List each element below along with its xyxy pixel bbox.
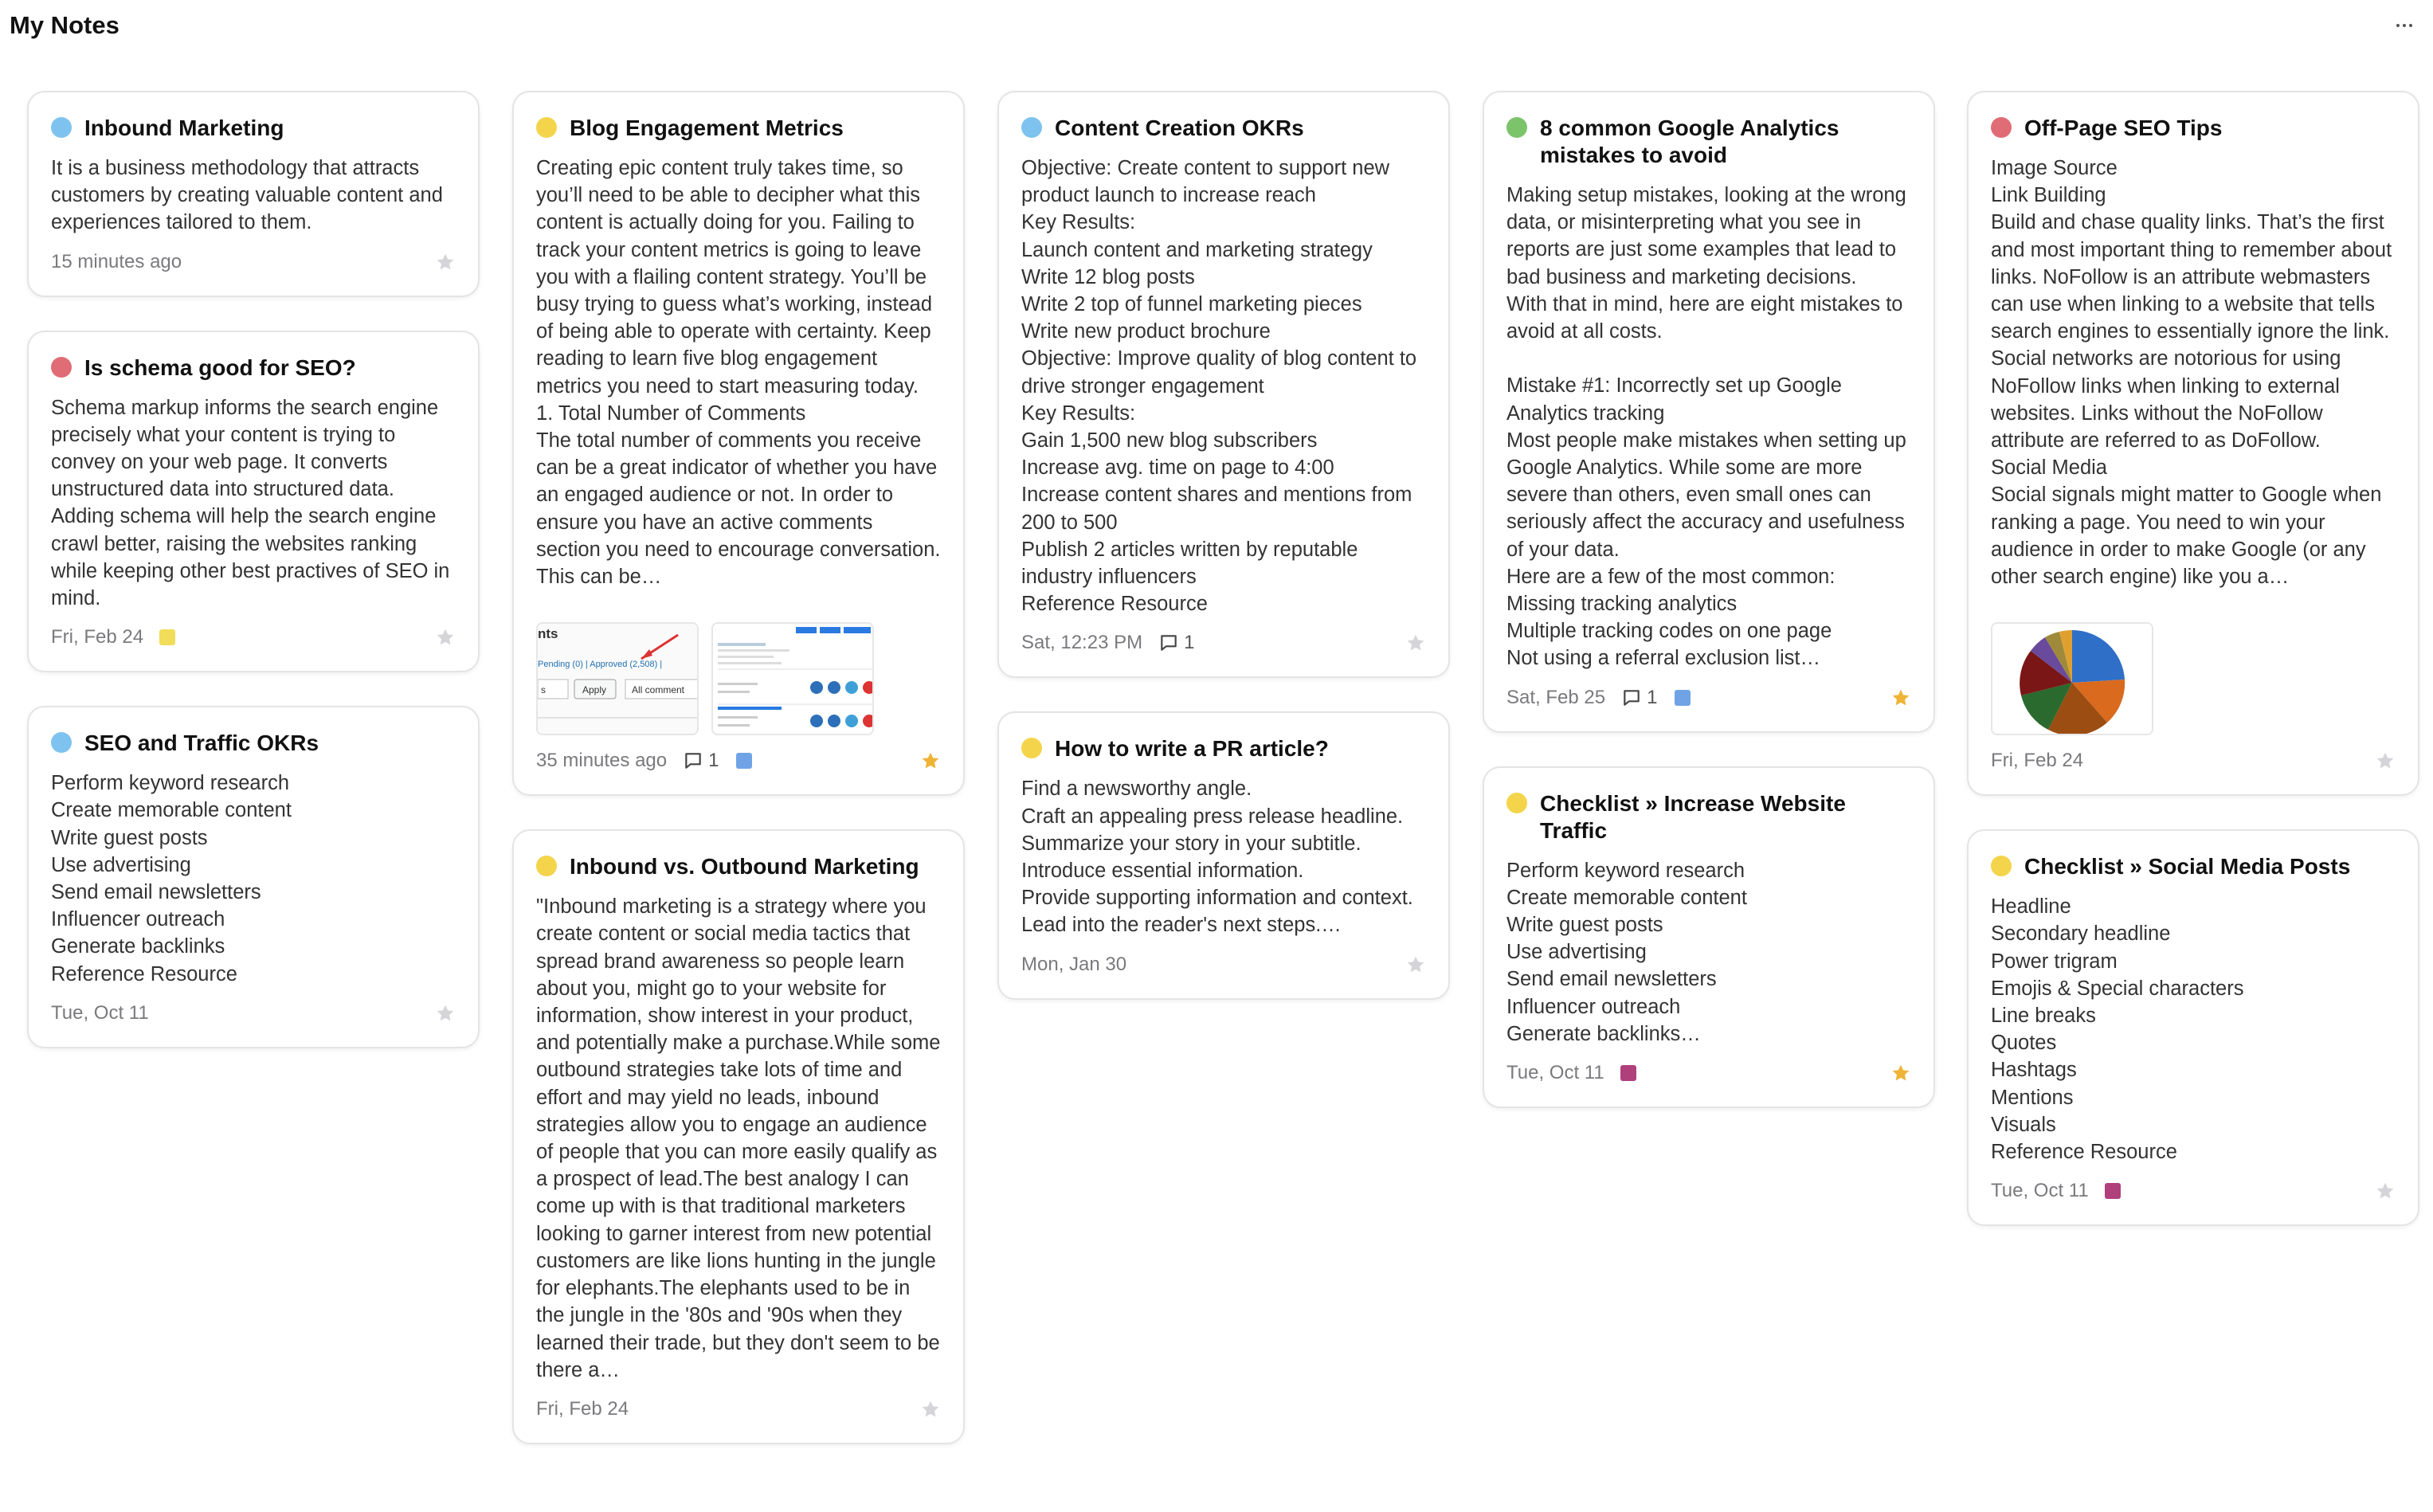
note-title: Inbound Marketing bbox=[84, 116, 284, 140]
note-date: Tue, Oct 11 bbox=[1506, 1062, 1604, 1084]
note-title: Off-Page SEO Tips bbox=[2024, 116, 2223, 140]
note-body: Image Source Link Building Build and chase quality links. That’s the first and most important thing to remember about links. NoFollow is an attribute webmasters can use when linking to a website that tells search engines to essentially ignore the link. Social networks are notorious for using NoFollow links when linking to external websites. Links without the NoFollow attribute are referred to as DoFollow. Social Media Social signals might matter to Google when ranking a page. You need to win your audience in order to make Google (or any other search engine) like you a… bbox=[1991, 157, 2392, 589]
more-dot-icon bbox=[2396, 24, 2400, 27]
star-icon[interactable] bbox=[920, 750, 941, 771]
star-icon[interactable] bbox=[920, 1399, 941, 1420]
note-card[interactable] bbox=[512, 91, 965, 796]
note-card[interactable] bbox=[512, 829, 965, 1444]
star-icon[interactable] bbox=[2375, 750, 2396, 771]
note-date: Tue, Oct 11 bbox=[51, 1001, 149, 1024]
note-date: 35 minutes ago bbox=[536, 750, 668, 772]
note-title: Inbound vs. Outbound Marketing bbox=[570, 854, 919, 879]
note-title: Content Creation OKRs bbox=[1055, 116, 1304, 140]
note-title: Is schema good for SEO? bbox=[84, 354, 356, 380]
note-body: Find a newsworthy angle. Craft an appealing press release headline. Summarize your story in your subtitle. Introduce essential information. Provide supporting information and context. Lead into the reader's next steps.… bbox=[1021, 778, 1413, 937]
attachment-thumbnail[interactable] bbox=[536, 622, 699, 735]
note-card[interactable] bbox=[1483, 91, 1935, 733]
note-color-dot bbox=[1991, 856, 2012, 876]
note-color-dot bbox=[51, 732, 72, 753]
tag-badge bbox=[736, 753, 752, 769]
note-title: 8 common Google Analytics mistakes to avoid bbox=[1540, 116, 1839, 167]
attachment-thumbnail[interactable] bbox=[1991, 622, 2153, 735]
note-color-dot bbox=[1021, 738, 1042, 758]
note-date: Sat, Feb 25 bbox=[1506, 686, 1606, 708]
note-body: Making setup mistakes, looking at the wrong data, or misinterpreting what you see in reports are just some examples that lead to bad business and marketing decisions. With that in mind, here are eight mistakes to avoid at all costs. Mistake #1: Incorrectly set up Google Analytics tracking Most people make mistakes when setting up Google Analytics. While some are more severe than others, even small ones can seriously affect the accuracy and usefulness of your data. Here are a few of the most common: Missing tracking analytics Multiple tracking codes on one page Not using a referral exclusion list… bbox=[1506, 184, 1906, 670]
attachment-thumbnails bbox=[1991, 622, 2396, 735]
note-card[interactable] bbox=[27, 91, 480, 297]
attachment-thumbnails bbox=[536, 622, 941, 735]
notes-column-1 bbox=[27, 91, 480, 1082]
comment-icon bbox=[683, 750, 703, 771]
note-color-dot bbox=[536, 856, 557, 876]
comment-count-value: 1 bbox=[1647, 686, 1658, 708]
tag-badge bbox=[1620, 1065, 1636, 1081]
note-body: Headline Secondary headline Power trigram Emojis & Special characters Line breaks Quotes Hashtags Mentions Visuals Reference Resource bbox=[1991, 895, 2244, 1164]
note-body: "Inbound marketing is a strategy where you create content or social media tactics that spread brand awareness so people learn about you, might go to your website for information, show interest in your product, and potentially make a purchase.While some outbound strategies take lots of time and effort and may yield no leads, inbound strategies allow you to engage an audience of people that you can more easily qualify as a prospect of lead.The best analogy I can come up with is that traditional marketers looking to garner interest from new potential customers are like lions hunting in the jungle for elephants.The elephants used to be in the jungle in the '80s and '90s when they learned their trade, but they don't seem to be there a… bbox=[536, 895, 941, 1381]
note-card[interactable] bbox=[997, 711, 1450, 999]
note-card[interactable] bbox=[27, 331, 480, 673]
comment-count[interactable] bbox=[1158, 632, 1194, 654]
more-options-button[interactable] bbox=[2388, 10, 2420, 41]
note-color-dot bbox=[1991, 117, 2012, 138]
page-title: My Notes bbox=[10, 11, 119, 39]
star-icon[interactable] bbox=[1890, 1063, 1911, 1083]
star-icon[interactable] bbox=[2375, 1181, 2396, 1201]
comment-count-value: 1 bbox=[1184, 632, 1195, 654]
comment-icon bbox=[1158, 633, 1179, 653]
thumb-text: s bbox=[541, 684, 546, 696]
star-icon[interactable] bbox=[1890, 687, 1911, 708]
note-body: Perform keyword research Create memorable content Write guest posts Use advertising Send email newsletters Influencer outreach Generate backlinks… bbox=[1506, 859, 1747, 1045]
comment-count[interactable] bbox=[1621, 687, 1657, 709]
notes-column-3 bbox=[997, 91, 1450, 1033]
note-body: Creating epic content truly takes time, so you’ll need to be able to decipher what this content is actually doing for you. Failing to track your content metrics is going to leave you with a flailing content strategy. You’ll be busy trying to guess what’s working, instead of being able to operate with certainty. Keep reading to learn five blog engagement metrics you need to start measuring today. 1. Total Number of Comments The total number of comments you receive can be a great indicator of whether you have an engaged audience or not. In order to ensure you have an active comments section you need to encourage conversation. This can be… bbox=[536, 157, 941, 589]
note-color-dot bbox=[51, 117, 72, 138]
note-card[interactable] bbox=[27, 706, 480, 1048]
note-date: Fri, Feb 24 bbox=[536, 1397, 629, 1420]
note-body: Objective: Create content to support new product launch to increase reach Key Results: Launch content and marketing strategy Write 12 blog posts Write 2 top of funnel marketing pieces Write new product brochure Objective: Improve quality of blog content to drive stronger engagement Key Results: Gain 1,500 new blog subscribers Increase avg. time on page to 4:00 Increase content shares and mentions from 200 to 500 Publish 2 articles written by reputable industry influencers Reference Resource bbox=[1021, 157, 1417, 616]
note-date: Mon, Jan 30 bbox=[1021, 953, 1127, 975]
tag-badge bbox=[2105, 1183, 2121, 1199]
note-color-dot bbox=[1021, 117, 1042, 138]
note-card[interactable] bbox=[1967, 91, 2419, 796]
note-date: Sat, 12:23 PM bbox=[1021, 632, 1143, 654]
note-card[interactable] bbox=[1967, 829, 2419, 1226]
note-title: SEO and Traffic OKRs bbox=[84, 731, 319, 756]
note-color-dot bbox=[536, 117, 557, 138]
tag-badge bbox=[159, 629, 175, 645]
comment-count-value: 1 bbox=[708, 750, 719, 772]
star-icon[interactable] bbox=[1405, 954, 1426, 975]
star-icon[interactable] bbox=[1405, 633, 1426, 653]
notes-column-2 bbox=[512, 91, 965, 1478]
note-body: Perform keyword research Create memorable content Write guest posts Use advertising Send email newsletters Influencer outreach Generate backlinks Reference Resource bbox=[51, 772, 292, 985]
note-date: Fri, Feb 24 bbox=[1991, 750, 2084, 772]
note-title: Checklist » Increase Website Traffic bbox=[1540, 790, 1846, 843]
note-card[interactable] bbox=[997, 91, 1450, 678]
note-title: Blog Engagement Metrics bbox=[570, 116, 844, 140]
more-dot-icon bbox=[2409, 24, 2412, 27]
top-bar bbox=[0, 0, 2433, 56]
note-date: 15 minutes ago bbox=[51, 250, 182, 272]
more-dot-icon bbox=[2403, 24, 2406, 27]
attachment-thumbnail[interactable] bbox=[711, 622, 874, 735]
thumb-text: nts bbox=[538, 626, 558, 642]
note-date: Tue, Oct 11 bbox=[1991, 1180, 2089, 1202]
note-body: It is a business methodology that attracts customers by creating valuable content and experiences tailored to them. bbox=[51, 157, 443, 234]
note-body: Schema markup informs the search engine precisely what your content is trying to convey on your web page. It converts unstructured data into structured data. Adding schema will help the search engine crawl better, raising the websites ranking while keeping other best practives of SEO in mind. bbox=[51, 396, 450, 610]
star-icon[interactable] bbox=[435, 252, 456, 272]
star-icon[interactable] bbox=[435, 1003, 456, 1024]
star-icon[interactable] bbox=[435, 627, 456, 648]
notes-column-4 bbox=[1483, 91, 1935, 1142]
comment-count[interactable] bbox=[683, 750, 719, 772]
note-color-dot bbox=[51, 357, 72, 378]
note-color-dot bbox=[1506, 117, 1527, 138]
note-color-dot bbox=[1506, 793, 1527, 813]
note-title: How to write a PR article? bbox=[1055, 736, 1329, 762]
note-title: Checklist » Social Media Posts bbox=[2024, 854, 2351, 879]
note-date: Fri, Feb 24 bbox=[51, 626, 144, 648]
note-card[interactable] bbox=[1483, 766, 1935, 1108]
thumb-text: Apply bbox=[582, 684, 607, 696]
comment-icon bbox=[1621, 687, 1642, 708]
notes-column-5 bbox=[1967, 91, 2419, 1259]
tag-badge bbox=[1675, 690, 1691, 706]
thumb-text: Pending (0) | Approved (2,508) | bbox=[538, 660, 663, 670]
thumb-text: All comment bbox=[632, 684, 685, 696]
